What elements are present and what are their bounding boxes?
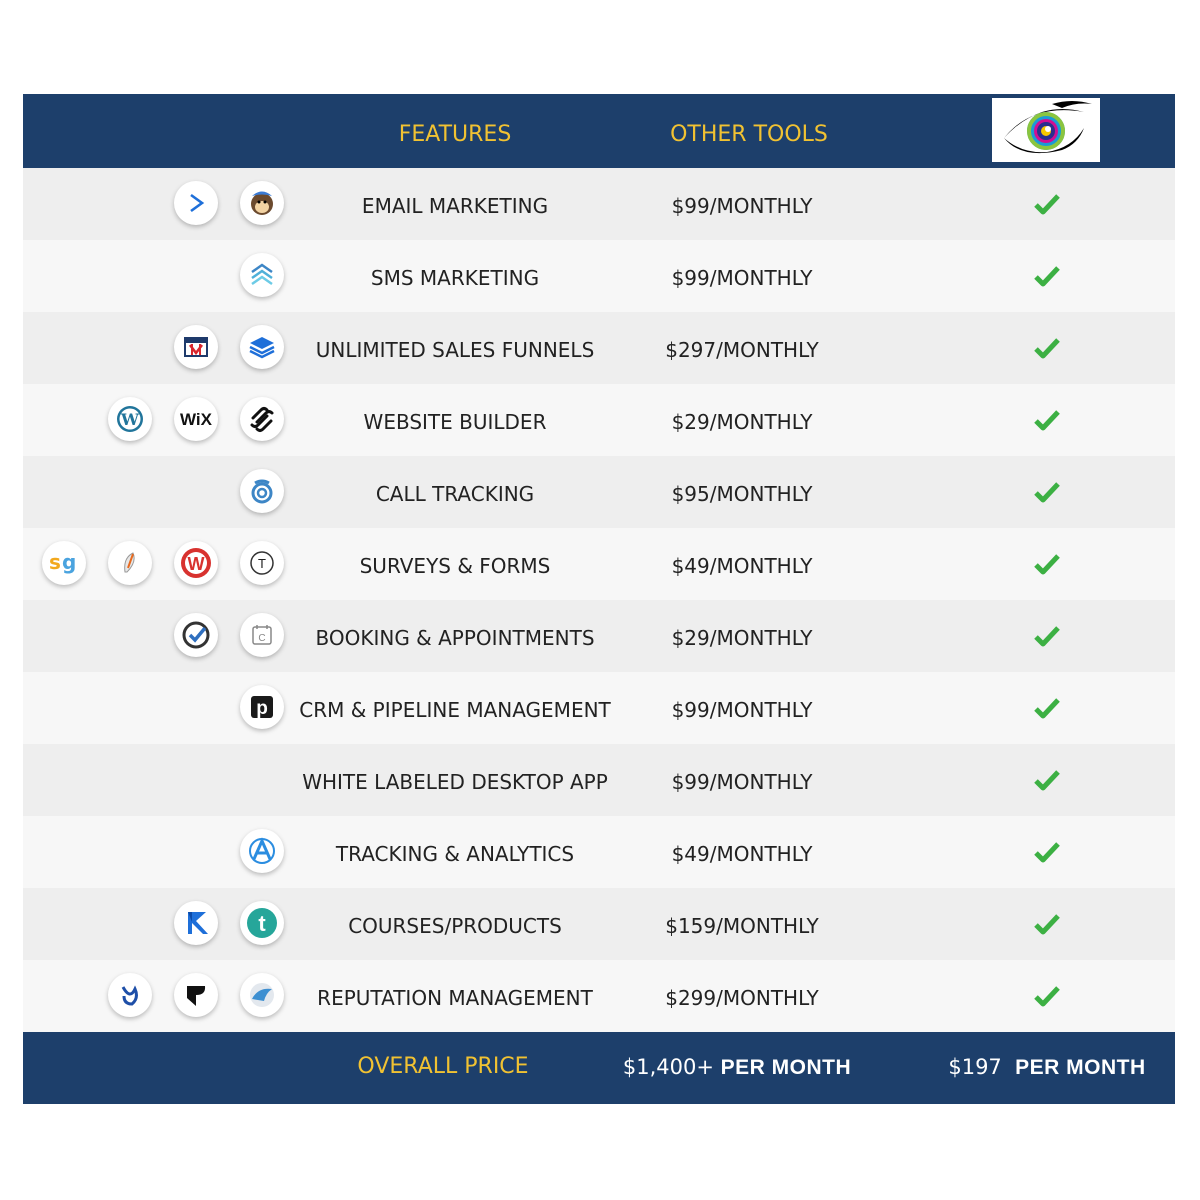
table-row: REPUTATION MANAGEMENT $299/MONTHLY: [23, 960, 1175, 1032]
birdeye-icon: [108, 973, 152, 1017]
table-row: UNLIMITED SALES FUNNELS $297/MONTHLY: [23, 312, 1175, 384]
pen-icon: [108, 541, 152, 585]
table-footer: OVERALL PRICE $1,400+ PER MONTH $197 PER MONTH: [23, 1032, 1175, 1104]
stack-layers-icon: [240, 325, 284, 369]
svg-text:T: T: [258, 556, 266, 571]
sms-layers-icon: [240, 253, 284, 297]
svg-text:t: t: [258, 911, 266, 936]
typeform-icon: [240, 541, 284, 585]
table-row: WiX W WEBSITE BUILDER $29/MONTHLY: [23, 384, 1175, 456]
wufoo-icon: [174, 541, 218, 585]
pipedrive-icon: [240, 685, 284, 729]
reputation-icon: [240, 973, 284, 1017]
table-row: T W s g SURVEYS & FORMS $49/MONTHLY: [23, 528, 1175, 600]
calltracking-icon: [240, 469, 284, 513]
table-row: CALL TRACKING $95/MONTHLY: [23, 456, 1175, 528]
table-row: WHITE LABELED DESKTOP APP $99/MONTHLY: [23, 744, 1175, 816]
svg-text:W: W: [187, 554, 205, 574]
svg-text:W: W: [121, 410, 139, 429]
table-header: FEATURES OTHER TOOLS: [23, 94, 1175, 168]
table-row: t COURSES/PRODUCTS $159/MONTHLY: [23, 888, 1175, 960]
eye-logo: [992, 98, 1100, 162]
pricing-comparison-table: [23, 94, 1175, 1104]
table-row: TRACKING & ANALYTICS $49/MONTHLY: [23, 816, 1175, 888]
table-row: SMS MARKETING $99/MONTHLY: [23, 240, 1175, 312]
wix-icon: [174, 397, 218, 441]
activecampaign-icon: [174, 181, 218, 225]
mailchimp-icon: [240, 181, 284, 225]
table-row: p CRM & PIPELINE MANAGEMENT $99/MONTHLY: [23, 672, 1175, 744]
analytics-icon: [240, 829, 284, 873]
clickfunnels-icon: [174, 325, 218, 369]
svg-text:p: p: [256, 698, 268, 719]
wordpress-icon: [108, 397, 152, 441]
surveygizmo-icon: [42, 541, 86, 585]
svg-text:s: s: [49, 550, 61, 574]
table-row: C BOOKING & APPOINTMENTS $29/MONTHLY: [23, 600, 1175, 672]
teachable-icon: [240, 901, 284, 945]
acuity-icon: [174, 613, 218, 657]
squarespace-icon: [240, 397, 284, 441]
table-row: EMAIL MARKETING $99/MONTHLY: [23, 168, 1175, 240]
svg-text:C: C: [258, 633, 266, 644]
podium-icon: [174, 973, 218, 1017]
svg-text:g: g: [62, 550, 77, 574]
kajabi-icon: [174, 901, 218, 945]
calendly-icon: [240, 613, 284, 657]
svg-text:WiX: WiX: [180, 410, 212, 429]
